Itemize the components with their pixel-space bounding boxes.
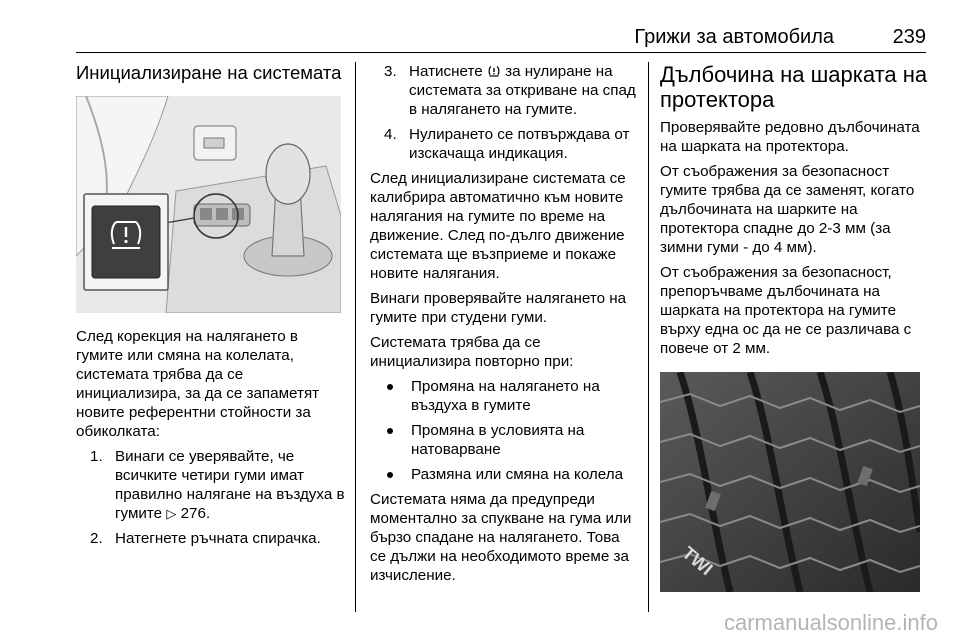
- figure-tpms-button: [76, 96, 341, 313]
- list-item: [90, 529, 348, 548]
- header-rule: [76, 52, 926, 53]
- steps-list: [76, 447, 348, 548]
- column-divider: [648, 62, 649, 612]
- step-text-end: .: [205, 505, 211, 522]
- list-item: [90, 447, 348, 523]
- tread-check-paragraph: Проверявайте редовно дълбочината на шарката на протектора.: [660, 119, 920, 155]
- column-divider: [355, 62, 356, 612]
- reinit-paragraph: Системата трябва да се инициализира повторно при:: [370, 334, 574, 370]
- bullet-icon: [387, 472, 393, 478]
- bullet-icon: [387, 384, 393, 390]
- section-heading-tread-depth: Дълбочина на шарката на протектора: [660, 62, 928, 112]
- list-item: [384, 465, 636, 484]
- column-left: [76, 62, 348, 548]
- step-number: 3.: [384, 63, 397, 80]
- intro-paragraph: След корекция на налягането в гумите или смяна на колелата, системата трябва да се инициализира, за да се запаметят новите референтни стойности за обиколката:: [76, 328, 320, 440]
- reinit-conditions-list: [370, 377, 636, 484]
- step-number: 2.: [90, 530, 103, 547]
- tpms-console-illustration: [76, 96, 341, 313]
- step-text: Винаги се уверявайте, че всичките четири гуми имат правилно налягане на въздуха в гумите: [115, 448, 345, 522]
- section-heading-initialization: Инициализиране на системата: [76, 62, 342, 83]
- watermark: carmanualsonline.info: [723, 610, 938, 635]
- page-number: 239: [892, 26, 926, 48]
- step-text: Натегнете ръчната спирачка.: [115, 530, 321, 547]
- calibration-paragraph: След инициализиране системата се калибрира автоматично към новите налягания на гумите по време на движение. След по-дълго движение системата ще възприеме и покаже новите налягания.: [370, 170, 626, 282]
- page-reference-link[interactable]: 276: [180, 505, 206, 522]
- bullet-text: Размяна или смяна на колела: [411, 466, 624, 483]
- page-title: Грижи за автомобила: [634, 26, 834, 48]
- tread-difference-paragraph: От съображения за безопасност, препоръчваме дълбочината на шарката на протектора на гумите върху една ос да не се различава с повече от 2 мм.: [660, 264, 912, 357]
- bullet-text: Промяна на налягането на въздуха в гумите: [411, 378, 600, 414]
- steps-list-continued: [370, 62, 636, 163]
- page-header: [76, 20, 926, 50]
- page-reference-icon: ▷: [166, 506, 177, 521]
- column-middle: [370, 62, 636, 585]
- tread-replace-paragraph: От съображения за безопасност гумите трябва да се заменят, когато дълбочината на шарките на протектора спадне до 2-3 мм (за зимни гуми - до 4 мм).: [660, 163, 915, 256]
- step-text: Нулирането се потвърждава от изскачаща индикация.: [409, 126, 630, 162]
- bullet-text: Промяна в условията на натоварване: [411, 422, 585, 458]
- warning-paragraph: Системата няма да предупреди моментално за спукване на гума или бързо спадане на налягането. Това се дължи на необходимото време за изчисление.: [370, 491, 632, 584]
- step-text-cont: за нулиране на системата за откриване на спад в налягането на гумите.: [409, 63, 636, 118]
- twi-marker-label: TWI: [678, 542, 717, 580]
- step-number: 1.: [90, 448, 103, 465]
- list-item: [384, 125, 636, 163]
- figure-tire-tread: [660, 372, 920, 592]
- list-item: [384, 421, 636, 459]
- list-item: [384, 62, 636, 119]
- step-text: Натиснете: [409, 63, 483, 80]
- step-number: 4.: [384, 126, 397, 143]
- tire-tread-illustration: [660, 372, 920, 592]
- cold-tyres-paragraph: Винаги проверявайте налягането на гумите при студени гуми.: [370, 290, 627, 326]
- list-item: [384, 377, 636, 415]
- column-right: [660, 62, 928, 592]
- bullet-icon: [387, 428, 393, 434]
- tpms-reset-icon: [487, 64, 501, 78]
